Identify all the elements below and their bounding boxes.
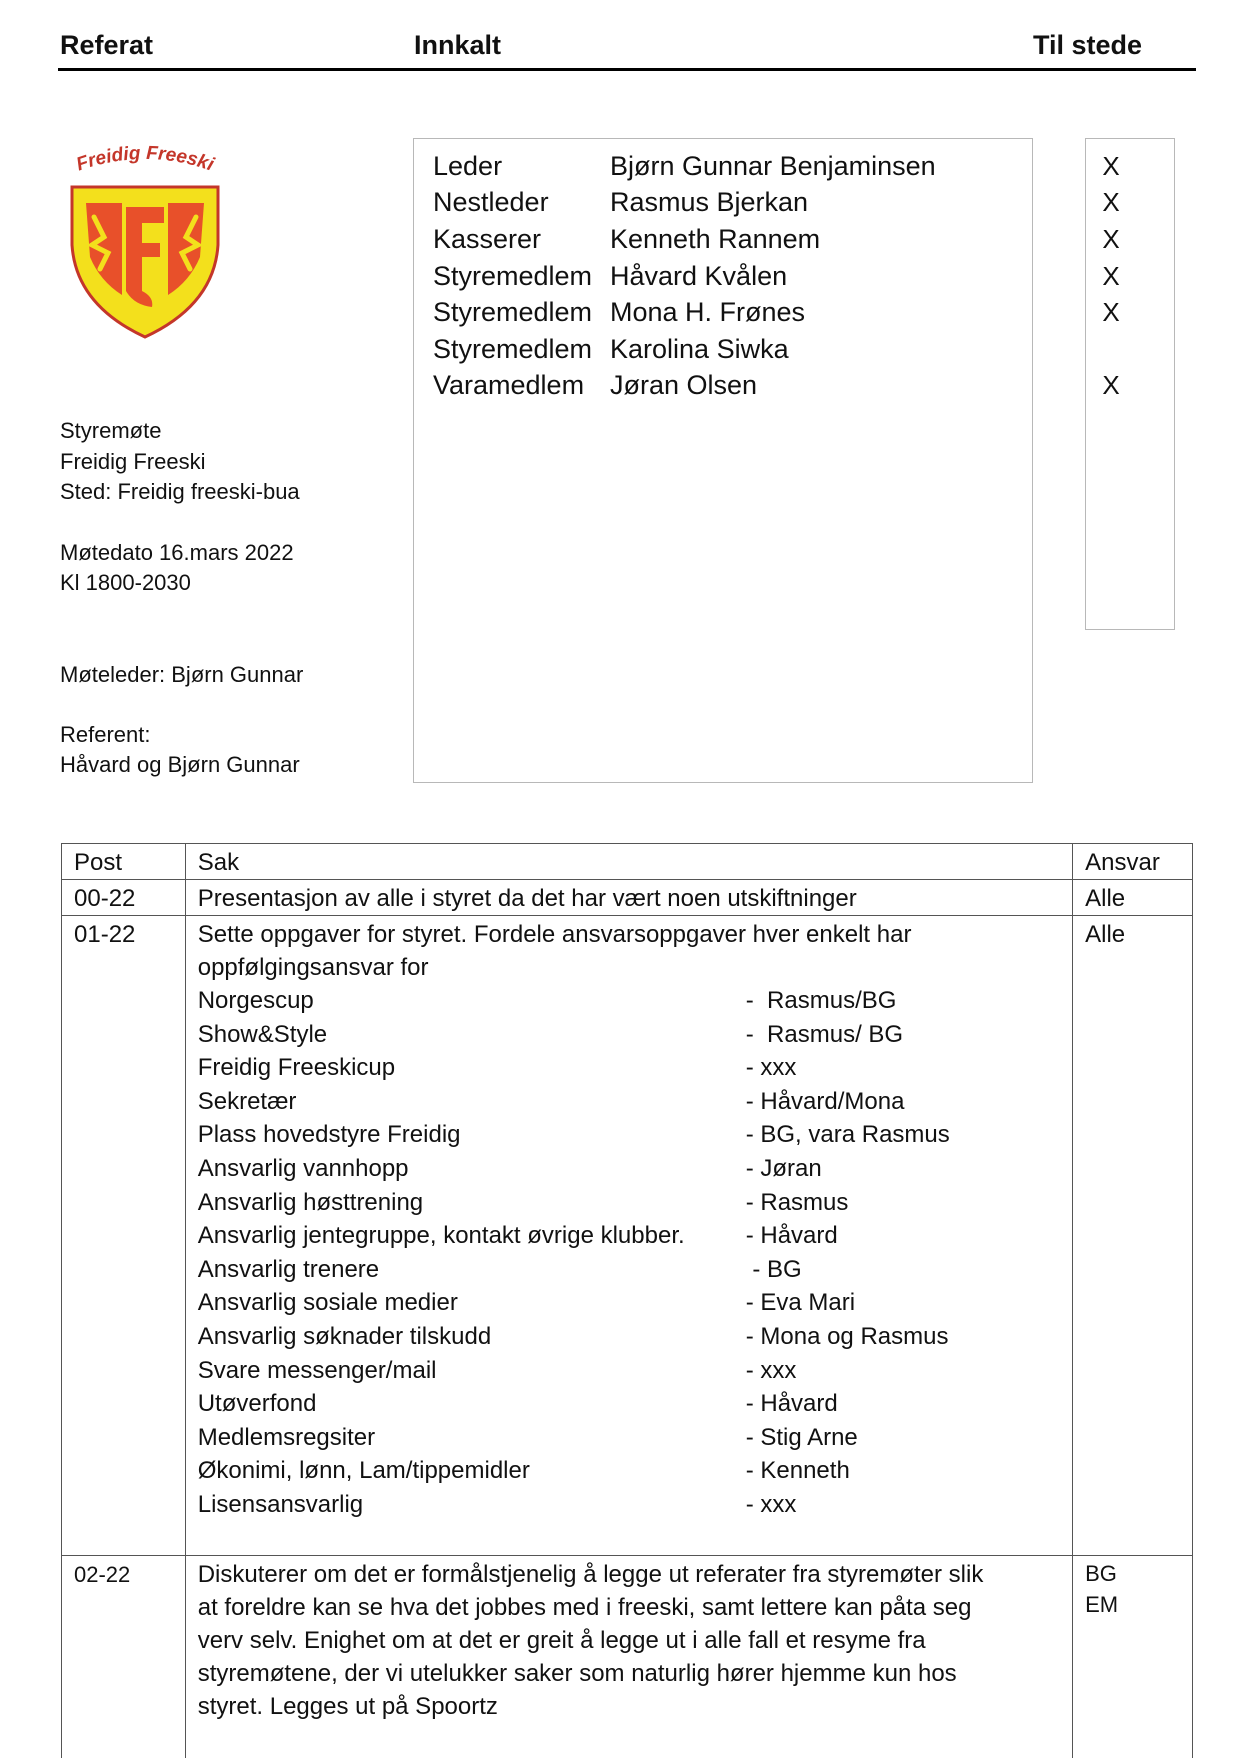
sak-line: verv selv. Enighet om at det er greit å legge ut i alle fall et resyme fra [197, 1627, 926, 1654]
attendance-box [1085, 138, 1175, 630]
member-row [414, 261, 1034, 297]
ansvar-line: EM [1085, 1592, 1119, 1617]
agenda-post: 01-22 [62, 916, 186, 1556]
member-role: Varamedlem [433, 370, 585, 400]
member-row [414, 334, 1034, 370]
task-responsible: - xxx [745, 1054, 797, 1082]
attendance-mark: X [1102, 261, 1120, 291]
task-responsible: - Mona og Rasmus [745, 1322, 949, 1350]
member-row [414, 224, 1034, 260]
agenda-ansvar: Alle [1073, 916, 1193, 1556]
task-item [198, 1488, 1060, 1522]
task-item [198, 1286, 1060, 1320]
task-name: Freidig Freeskicup [197, 1054, 396, 1082]
meeting-date: Møtedato 16.mars 2022 [60, 540, 294, 565]
referent-label: Referent: [60, 722, 151, 747]
agenda-table [61, 843, 1193, 1758]
member-role: Kasserer [433, 224, 542, 254]
header-innkalt: Innkalt [414, 30, 502, 60]
task-item [198, 1421, 1060, 1455]
sak-line: Diskuterer om det er formålstjenelig å legge ut referater fra styremøter slik [197, 1561, 984, 1588]
task-item [198, 1018, 1060, 1052]
task-name: Lisensansvarlig [197, 1490, 364, 1518]
members-box [413, 138, 1033, 783]
task-item [198, 1186, 1060, 1220]
member-row [414, 297, 1034, 333]
task-responsible: - BG, vara Rasmus [745, 1121, 950, 1149]
attendance-mark: X [1102, 370, 1120, 400]
attendance-mark: X [1102, 151, 1120, 181]
task-responsible: - Jøran [745, 1154, 822, 1182]
sak-intro: Sette oppgaver for styret. Fordele ansvarsoppgaver hver enkelt har [197, 921, 912, 948]
freidig-freeski-shield-icon [64, 145, 226, 345]
task-name: Plass hovedstyre Freidig [197, 1121, 461, 1149]
member-row [414, 187, 1034, 223]
col-header-ansvar: Ansvar [1073, 844, 1193, 880]
task-item [198, 1320, 1060, 1354]
col-header-sak: Sak [185, 844, 1072, 880]
member-row [414, 151, 1034, 187]
task-item [198, 1354, 1060, 1388]
task-name: Medlemsregsiter [197, 1423, 376, 1451]
task-responsible: - Håvard/Mona [745, 1087, 905, 1115]
task-item [198, 1253, 1060, 1287]
agenda-row [62, 916, 1193, 1556]
agenda-sak [185, 1556, 1072, 1758]
task-item [198, 984, 1060, 1018]
agenda-header-row [62, 844, 1193, 880]
sak-line: styremøtene, der vi utelukker saker som naturlig hører hjemme kun hos [197, 1660, 957, 1687]
member-role: Styremedlem [433, 261, 593, 291]
header-rule [58, 68, 1196, 71]
task-responsible: - Rasmus [745, 1188, 849, 1216]
task-responsible: - Rasmus/ BG [745, 1020, 904, 1048]
task-responsible: - xxx [745, 1356, 797, 1384]
task-responsible: - Håvard [745, 1222, 838, 1250]
task-responsible: - BG [745, 1255, 802, 1283]
task-responsible: - Kenneth [745, 1457, 850, 1485]
member-name: Håvard Kvålen [610, 261, 788, 291]
agenda-sak: Presentasjon av alle i styret da det har vært noen utskiftninger [185, 880, 1072, 916]
meeting-leader: Møteleder: Bjørn Gunnar [60, 662, 304, 687]
member-name: Bjørn Gunnar Benjaminsen [610, 151, 936, 181]
header-referat: Referat [60, 30, 154, 60]
task-item [198, 1152, 1060, 1186]
member-name: Rasmus Bjerkan [610, 187, 809, 217]
member-role: Styremedlem [433, 334, 593, 364]
task-item [198, 1219, 1060, 1253]
task-name: Ansvarlig sosiale medier [197, 1289, 458, 1317]
task-name: Utøverfond [197, 1390, 317, 1418]
member-role: Nestleder [433, 187, 549, 217]
task-name: Show&Style [197, 1020, 328, 1048]
task-responsible: - xxx [745, 1490, 797, 1518]
meeting-time: Kl 1800-2030 [60, 570, 191, 595]
meeting-type: Styremøte [60, 418, 162, 443]
task-name: Ansvarlig jentegruppe, kontakt øvrige klubber. [197, 1222, 685, 1250]
attendance-mark: X [1102, 224, 1120, 254]
task-item [198, 1085, 1060, 1119]
svg-text:Freidig Freeski: Freidig Freeski [73, 145, 217, 176]
task-name: Ansvarlig høsttrening [197, 1188, 424, 1216]
agenda-post: 00-22 [62, 880, 186, 916]
task-item [198, 1051, 1060, 1085]
agenda-sak [185, 916, 1072, 1556]
member-name: Jøran Olsen [610, 370, 758, 400]
task-item [198, 1387, 1060, 1421]
sak-line: at foreldre kan se hva det jobbes med i freeski, samt lettere kan påta seg [197, 1594, 972, 1621]
meeting-club: Freidig Freeski [60, 449, 206, 474]
task-name: Ansvarlig trenere [197, 1255, 380, 1283]
attendance-mark: X [1102, 187, 1120, 217]
task-responsible: - Eva Mari [745, 1289, 856, 1317]
agenda-ansvar [1073, 1556, 1193, 1758]
agenda-ansvar: Alle [1073, 880, 1193, 916]
attendance-mark: X [1102, 297, 1120, 327]
member-row [414, 370, 1034, 406]
task-name: Ansvarlig søknader tilskudd [197, 1322, 492, 1350]
task-name: Svare messenger/mail [197, 1356, 437, 1384]
club-logo [64, 145, 226, 345]
meeting-place: Sted: Freidig freeski-bua [60, 479, 300, 504]
agenda-post: 02-22 [62, 1556, 186, 1758]
member-role: Styremedlem [433, 297, 593, 327]
referent-names: Håvard og Bjørn Gunnar [60, 752, 300, 777]
task-item [198, 1454, 1060, 1488]
task-responsible: - Rasmus/BG [745, 987, 897, 1014]
member-name: Karolina Siwka [610, 334, 789, 364]
header-til-stede: Til stede [1033, 30, 1143, 60]
agenda-row [62, 1556, 1193, 1758]
agenda-row [62, 880, 1193, 916]
task-name: Sekretær [197, 1087, 297, 1115]
member-role: Leder [433, 151, 503, 181]
task-item [198, 1118, 1060, 1152]
task-list [198, 984, 1060, 1522]
task-name: Ansvarlig vannhopp [197, 1154, 409, 1182]
member-name: Mona H. Frønes [610, 297, 806, 327]
task-name: Norgescup [197, 987, 314, 1014]
col-header-post: Post [62, 844, 186, 880]
member-name: Kenneth Rannem [610, 224, 821, 254]
ansvar-line: BG [1085, 1561, 1117, 1586]
task-responsible: - Stig Arne [745, 1423, 858, 1451]
task-responsible: - Håvard [745, 1390, 838, 1418]
sak-line: styret. Legges ut på Spoortz [197, 1693, 498, 1720]
task-name: Økonimi, lønn, Lam/tippemidler [197, 1457, 530, 1485]
sak-intro: oppfølgingsansvar for [197, 954, 429, 981]
